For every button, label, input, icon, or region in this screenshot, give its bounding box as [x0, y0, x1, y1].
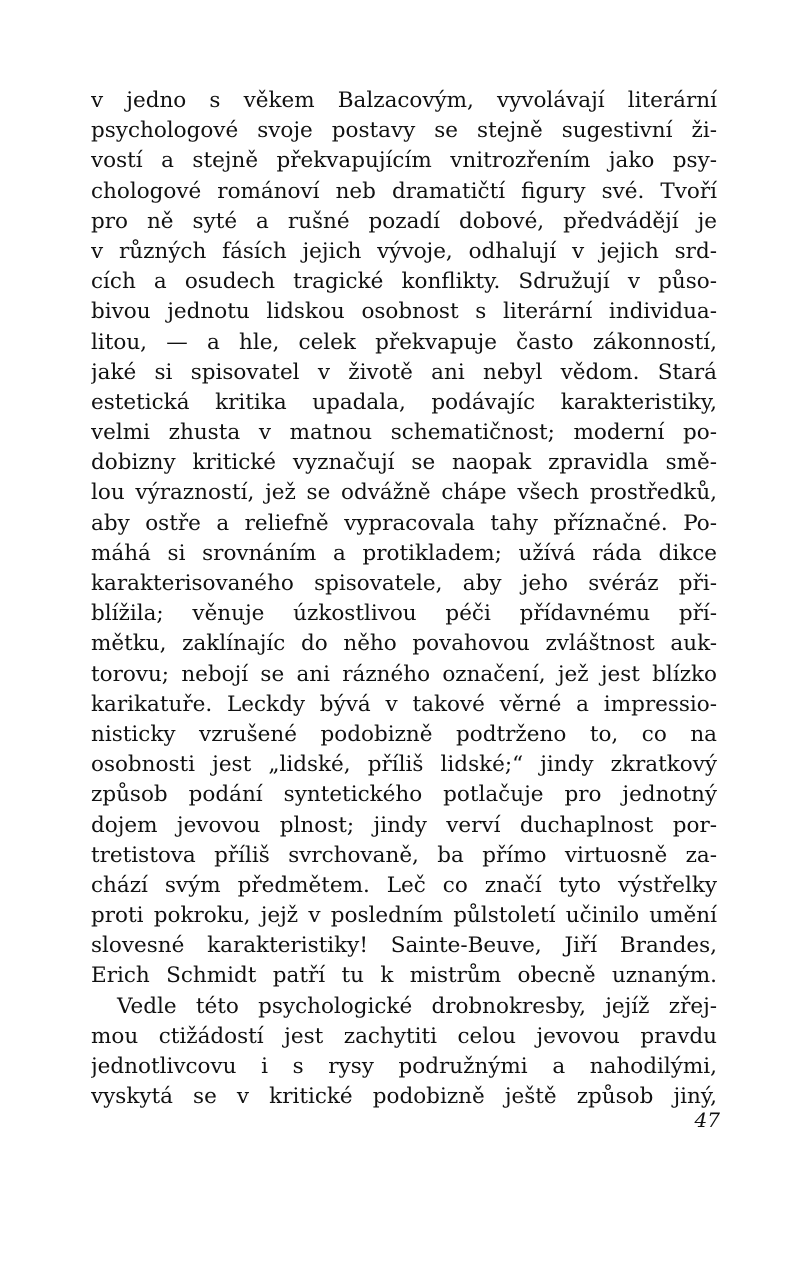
text-line: dobizny kritické vyznačují se naopak zpravidla smě- — [91, 450, 717, 476]
text-line: nisticky vzrušené podobizně podtrženo to, co na — [91, 721, 717, 747]
text-line: proti pokroku, jejž v posledním půlstoletí učinilo umění — [91, 903, 717, 929]
text-line: v různých fásích jejich vývoje, odhalují v jejich srd- — [91, 238, 717, 264]
text-line: osobnosti jest „lidské, příliš lidské;“ jindy zkratkový — [91, 752, 717, 778]
text-line: psychologové svoje postavy se stejně sugestivní ži- — [91, 118, 717, 144]
text-line: slovesné karakteristiky! Sainte-Beuve, Jiří Brandes, — [91, 933, 717, 959]
text-line: cích a osudech tragické konflikty. Sdružují v půso- — [91, 269, 717, 295]
text-line: jaké si spisovatel v životě ani nebyl vědom. Stará — [91, 359, 717, 385]
text-line: aby ostře a reliefně vypracovala tahy příznačné. Po- — [91, 510, 717, 536]
text-line: mětku, zaklínajíc do něho povahovou zvláštnost auk- — [91, 631, 717, 657]
paragraph-first-line: Vedle této psychologické drobnokresby, jejíž zřej- — [117, 993, 717, 1019]
text-line: pro ně syté a rušné pozadí dobové, předvádějí je — [91, 208, 717, 234]
body-text — [91, 86, 717, 1112]
text-line: litou, — a hle, celek překvapuje často zákonností, — [91, 329, 717, 355]
text-line: mou ctižádostí jest zachytiti celou jevovou pravdu — [91, 1023, 717, 1049]
text-line: způsob podání syntetického potlačuje pro jednotný — [91, 782, 717, 808]
text-line: karikatuře. Leckdy bývá v takové věrné a impressio- — [91, 691, 717, 717]
text-line: vyskytá se v kritické podobizně ještě způsob jiný, — [91, 1084, 717, 1110]
text-line: dojem jevovou plnost; jindy verví duchaplnost por- — [91, 812, 717, 838]
page-number: 47 — [694, 1108, 720, 1132]
text-line: lou výrazností, jež se odvážně chápe všech prostředků, — [91, 480, 717, 506]
text-line: v jedno s věkem Balzacovým, vyvolávají literární — [91, 88, 717, 113]
text-line: bivou jednotu lidskou osobnost s literární individua- — [91, 299, 717, 325]
text-line: estetická kritika upadala, podávajíc karakteristiky, — [91, 389, 717, 415]
text-line: máhá si srovnáním a protikladem; užívá ráda dikce — [91, 540, 717, 566]
text-line: chologové románoví neb dramatičtí figury své. Tvoří — [91, 178, 717, 204]
text-line: karakterisovaného spisovatele, aby jeho svéráz při- — [91, 571, 717, 596]
text-line: chází svým předmětem. Leč co značí tyto výstřelky — [91, 872, 717, 898]
text-line: velmi zhusta v matnou schematičnost; moderní po- — [91, 420, 717, 446]
text-line: vostí a stejně překvapujícím vnitrozřením jako psy- — [91, 148, 717, 174]
text-line: blížila; věnuje úzkostlivou péči přídavnému pří- — [91, 601, 717, 627]
text-line: tretistova příliš svrchovaně, ba přímo virtuosně za- — [91, 842, 717, 868]
text-line: torovu; nebojí se ani rázného označení, jež jest blízko — [91, 661, 717, 687]
text-line: Erich Schmidt patří tu k mistrům obecně uznaným. — [91, 963, 717, 989]
text-line: jednotlivcovu i s rysy podružnými a nahodilými, — [91, 1054, 717, 1079]
